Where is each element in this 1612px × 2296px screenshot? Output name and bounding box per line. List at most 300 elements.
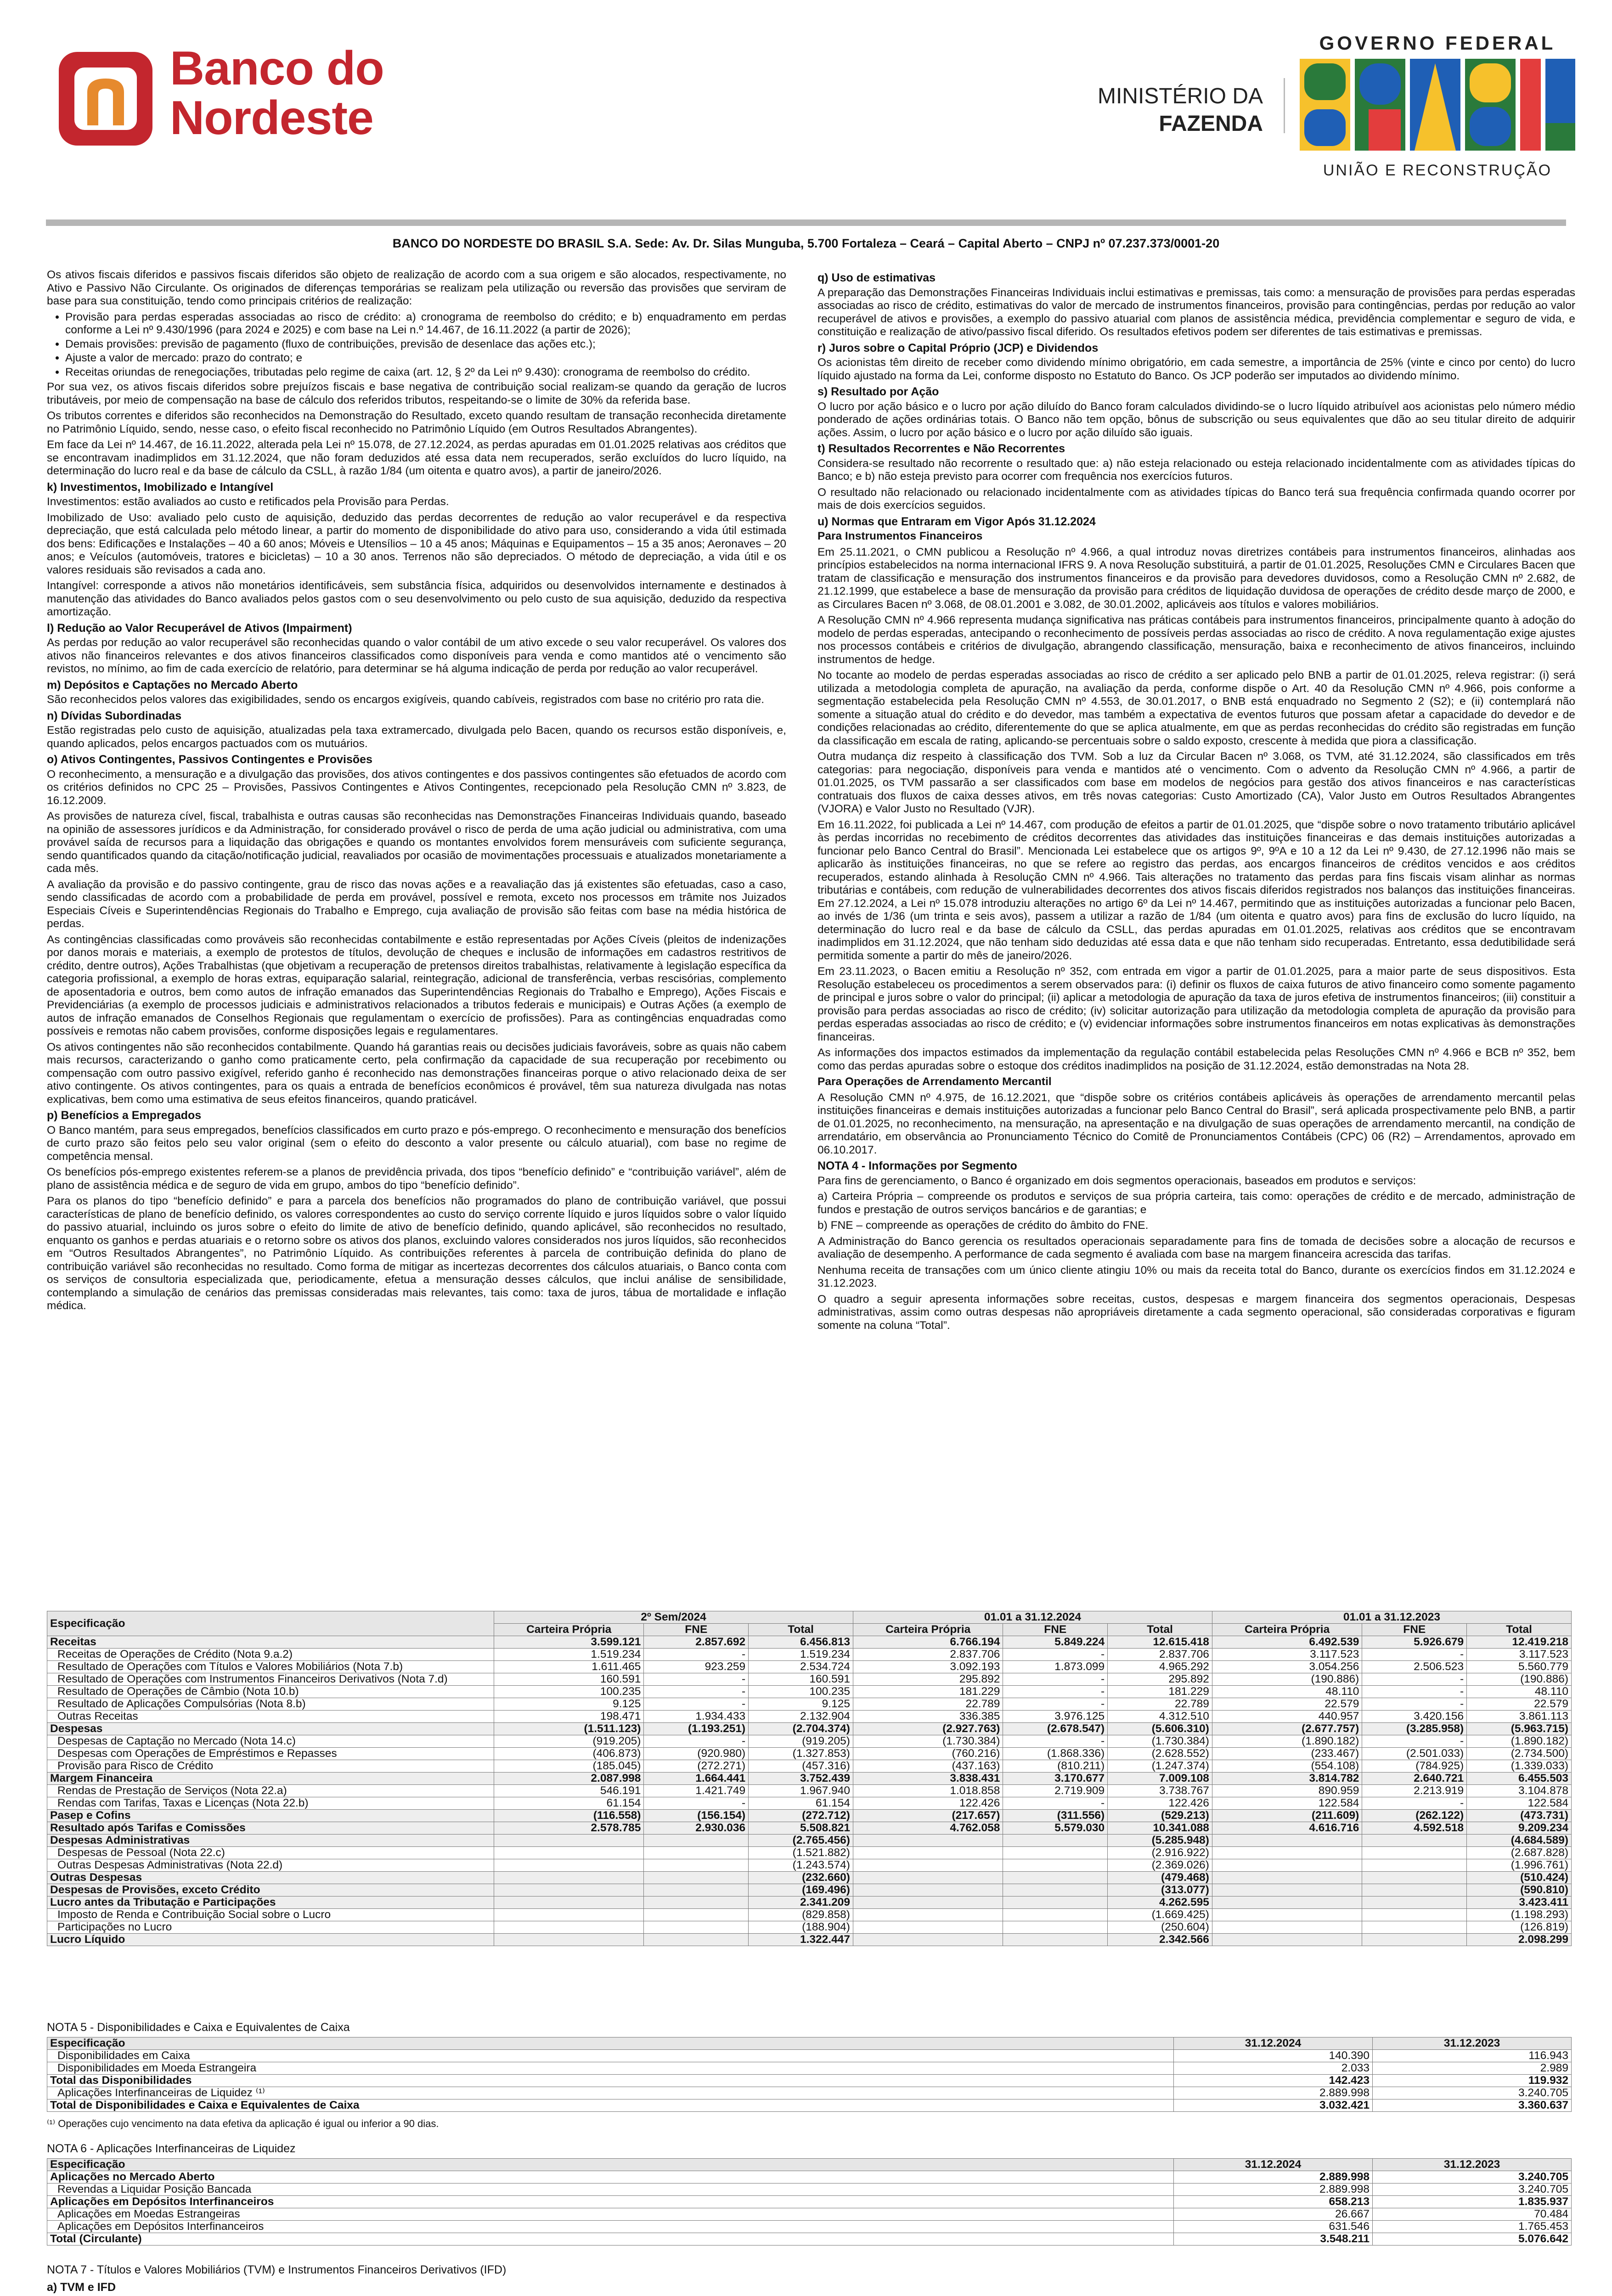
table-cell: 3.092.193 <box>853 1661 1003 1673</box>
column-header: 01.01 a 31.12.2023 <box>1212 1611 1571 1624</box>
table-cell: 1.519.234 <box>494 1649 644 1661</box>
paragraph: Os tributos correntes e diferidos são reconhecidos na Demonstração do Resultado, exceto quando resultam de transação reconhecida diretamente no Patrimônio Líquido, sendo, nesse caso, o efeito fiscal reconhecido no Patrimônio Líquido (em Outros Resultados Abrangentes). <box>47 410 786 435</box>
table-cell: (232.660) <box>749 1872 853 1884</box>
row-label: Aplicações em Depósitos Interfinanceiros <box>47 2196 1174 2208</box>
row-label: Resultado de Operações com Instrumentos Financeiros Derivativos (Nota 7.d) <box>47 1673 494 1686</box>
row-label: Aplicações em Depósitos Interfinanceiros <box>47 2221 1174 2233</box>
column-header: Total <box>1108 1624 1212 1636</box>
table-cell: - <box>1003 1797 1108 1810</box>
paragraph: A Resolução CMN nº 4.966 representa mudança significativa nas práticas contábeis para instrumentos financeiros, principalmente quanto à adoção do modelo de perdas esperadas, antecipando o reconhecimento de possíveis perdas associadas ao risco de crédito. A nova regulamentação exige ajustes nos processos contábeis e critérios de divulgação, abrangendo classificação, mensuração, baixa e reconhecimento de ativos financeiros, incluindo instrumentos de hedge. <box>817 614 1575 666</box>
table-cell <box>1362 1921 1467 1934</box>
table-row <box>47 1884 1572 1896</box>
brasil-wordmark-icon <box>1300 59 1575 155</box>
bank-name-line1: Banco do <box>170 42 384 95</box>
banco-do-nordeste-logo <box>55 44 459 154</box>
column-header: Carteira Própria <box>853 1624 1003 1636</box>
table-cell <box>644 1921 749 1934</box>
table-cell <box>494 1859 644 1872</box>
table-cell: 2.506.523 <box>1362 1661 1467 1673</box>
section-heading: l) Redução ao Valor Recuperável de Ativos (Impairment) <box>47 621 352 635</box>
table-cell <box>644 1859 749 1872</box>
column-header: 31.12.2024 <box>1174 2159 1373 2171</box>
column-header: Carteira Própria <box>494 1624 644 1636</box>
table-cell: 26.667 <box>1174 2208 1373 2221</box>
table-cell: 198.471 <box>494 1711 644 1723</box>
table-cell: 122.426 <box>1108 1797 1212 1810</box>
table-cell: (437.163) <box>853 1760 1003 1773</box>
table-cell <box>644 1872 749 1884</box>
row-label: Outras Despesas Administrativas (Nota 22.d) <box>47 1859 494 1872</box>
table-cell: (2.916.922) <box>1108 1847 1212 1859</box>
header-rule <box>46 219 1566 226</box>
table-cell: 100.235 <box>749 1686 853 1698</box>
table-cell <box>1362 1934 1467 1946</box>
table-cell: (1.511.123) <box>494 1723 644 1735</box>
paragraph: Em 25.11.2021, o CMN publicou a Resolução nº 4.966, a qual introduz novas diretrizes contábeis para instrumentos financeiros, alinhadas aos princípios estabelecidos na norma internacional IFRS 9. A nova Resolução substituirá, a partir de 01.01.2025, Resoluções CMN e Circulares Bacen que tratam de classificação e mensuração dos instrumentos financeiros e da provisão para devedores duvidosos, como a Resolução CMN nº 2.682, de 21.12.1999, que estabelece a base de mensuração da provisão para créditos de liquidação duvidosa de operações de crédito desde março de 2000, e as Circulares Bacen nº 3.068, de 08.01.2001 e 3.082, de 30.01.2002, aplicáveis aos títulos e valores mobiliários. <box>817 546 1575 611</box>
paragraph: Estão registradas pelo custo de aquisição, atualizadas pela taxa extramercado, divulgada pelo Bacen, quando os recursos estão disponíveis, e, quando aplicados, pelos encargos pactuados com os mutuários. <box>47 724 786 750</box>
row-label: Total das Disponibilidades <box>47 2075 1174 2087</box>
ministry-line2: FAZENDA <box>1159 112 1263 136</box>
table-cell: (1.890.182) <box>1467 1735 1572 1748</box>
segment-information-table <box>47 1611 1572 1946</box>
table-cell: 4.616.716 <box>1212 1822 1362 1835</box>
table-row <box>47 1909 1572 1921</box>
table-cell: 9.125 <box>494 1698 644 1711</box>
table-cell: 3.752.439 <box>749 1773 853 1785</box>
row-label: Aplicações no Mercado Aberto <box>47 2171 1174 2183</box>
paragraph: As provisões de natureza cível, fiscal, trabalhista e outras causas são reconhecidas nas Demonstrações Financeiras Individuais quando, baseado na opinião de assessores jurídicos e da Administração, for considerado provável o risco de perda de uma ação judicial ou administrativa, com uma provável saída de recursos para a liquidação das obrigações e quando os montantes envolvidos forem mensuráveis com suficiente segurança, sendo quantificados quando da citação/notificação judicial, reavaliados por ocasião de movimentações processuais e atualizados monetariamente a cada mês. <box>47 810 786 875</box>
table-cell <box>1362 1909 1467 1921</box>
table-cell <box>494 1909 644 1921</box>
bnb-symbol-icon <box>55 48 156 149</box>
table-row <box>47 2233 1572 2245</box>
section-heading: o) Ativos Contingentes, Passivos Contingentes e Provisões <box>47 753 372 766</box>
paragraph: a) Carteira Própria – compreende os produtos e serviços de sua própria carteira, tais como: operações de crédito e de mercado, administração de fundos e prestação de outros serviços bancários e de garantias; e <box>817 1190 1575 1216</box>
row-label: Disponibilidades em Caixa <box>47 2050 1174 2062</box>
table-cell: 3.360.637 <box>1373 2099 1572 2112</box>
table-cell: 116.943 <box>1373 2050 1572 2062</box>
paragraph: Os acionistas têm direito de receber como dividendo mínimo obrigatório, em cada semestre, a importância de 25% (vinte e cinco por cento) do lucro líquido ajustado na forma da Lei, conforme disposto no Estatuto do Banco. Os JCP poderão ser imputados ao dividendo mínimo. <box>817 356 1575 382</box>
paragraph: O reconhecimento, a mensuração e a divulgação das provisões, dos ativos contingentes e dos passivos contingentes são efetuados de acordo com os critérios definidos no CPC 25 – Provisões, Passivos Contingentes e Ativos Contingentes, recepcionado pela Resolução CMN nº 3.823, de 16.12.2009. <box>47 768 786 807</box>
table-cell <box>1212 1921 1362 1934</box>
table-cell: 2.341.209 <box>749 1896 853 1909</box>
table-cell: 142.423 <box>1174 2075 1373 2087</box>
table-cell: 1.765.453 <box>1373 2221 1572 2233</box>
table-cell: 2.837.706 <box>853 1649 1003 1661</box>
table-cell: - <box>1003 1649 1108 1661</box>
table-cell: 890.959 <box>1212 1785 1362 1797</box>
table-row <box>47 1661 1572 1673</box>
table-cell: - <box>1362 1735 1467 1748</box>
table-cell: (473.731) <box>1467 1810 1572 1822</box>
left-text-column <box>47 269 786 1316</box>
column-header: Total <box>749 1624 853 1636</box>
table-cell: 4.762.058 <box>853 1822 1003 1835</box>
table-cell: 22.579 <box>1212 1698 1362 1711</box>
table-cell <box>1003 1896 1108 1909</box>
table-cell: (1.198.293) <box>1467 1909 1572 1921</box>
table-cell: 1.611.465 <box>494 1661 644 1673</box>
table-row <box>47 2196 1572 2208</box>
table-cell: 1.934.433 <box>644 1711 749 1723</box>
table-cell: 6.492.539 <box>1212 1636 1362 1649</box>
table-cell: 1.421.749 <box>644 1785 749 1797</box>
table-cell: (2.677.757) <box>1212 1723 1362 1735</box>
table-cell: - <box>1362 1649 1467 1661</box>
table-cell: 440.957 <box>1212 1711 1362 1723</box>
paragraph: Em 23.11.2023, o Bacen emitiu a Resolução nº 352, com entrada em vigor a partir de 01.01.2025, para a maior parte de seus dispositivos. Esta Resolução estabeleceu os procedimentos a serem observados para: (i) definir os fluxos de caixa futuros de ativo financeiro como somente pagamento de principal e juros sobre o valor do principal; (ii) aplicar a metodologia de apuração da taxa de juros efetiva de instrumentos financeiros; (iii) constituir a provisão para perdas associadas ao risco de crédito; (iv) solicitar autorização para utilização da metodologia completa de apuração da provisão para perdas esperadas associadas ao risco de crédito; e (v) evidenciar informações sobre instrumentos financeiros em notas explicativas às demonstrações financeiras. <box>817 965 1575 1043</box>
table-row <box>47 1785 1572 1797</box>
table-cell: (1.868.336) <box>1003 1748 1108 1760</box>
table-cell <box>1362 1859 1467 1872</box>
table-cell: 295.892 <box>1108 1673 1212 1686</box>
table-cell: (1.890.182) <box>1212 1735 1362 1748</box>
column-header: 2º Sem/2024 <box>494 1611 853 1624</box>
table-row <box>47 2208 1572 2221</box>
table-cell: - <box>644 1649 749 1661</box>
note-5-table <box>47 2037 1572 2112</box>
table-cell: (3.285.958) <box>1362 1723 1467 1735</box>
table-cell <box>1212 1872 1362 1884</box>
table-row <box>47 2221 1572 2233</box>
table-cell: 2.342.566 <box>1108 1934 1212 1946</box>
table-cell: 5.560.779 <box>1467 1661 1572 1673</box>
table-row <box>47 1673 1572 1686</box>
paragraph: Por sua vez, os ativos fiscais diferidos sobre prejuízos fiscais e base negativa de contribuição social realizam-se quando da geração de lucros tributáveis, por meio de compensação na base de cálculo dos referidos tributos, respeitando-se o limite de 30% da referida base. <box>47 381 786 406</box>
table-cell: 22.789 <box>1108 1698 1212 1711</box>
table-cell: - <box>644 1698 749 1711</box>
table-cell: (1.669.425) <box>1108 1909 1212 1921</box>
table-cell: 22.789 <box>853 1698 1003 1711</box>
table-cell: 181.229 <box>853 1686 1003 1698</box>
table-cell: 48.110 <box>1467 1686 1572 1698</box>
table-header-row <box>47 2037 1572 2050</box>
row-label: Lucro Líquido <box>47 1934 494 1946</box>
table-row <box>47 2075 1572 2087</box>
paragraph: O Banco mantém, para seus empregados, benefícios classificados em curto prazo e pós-emprego. O reconhecimento e mensuração dos benefícios de curto prazo são feitos pelo seu valor original (sem o efeito do desconto a valor presente ou cálculo atuarial), com base no regime de competência mensal. <box>47 1124 786 1163</box>
table-cell <box>853 1847 1003 1859</box>
section-heading: k) Investimentos, Imobilizado e Intangível <box>47 480 274 494</box>
table-cell: (156.154) <box>644 1810 749 1822</box>
row-label: Provisão para Risco de Crédito <box>47 1760 494 1773</box>
table-cell <box>644 1934 749 1946</box>
row-label: Despesas Administrativas <box>47 1835 494 1847</box>
table-row <box>47 1921 1572 1934</box>
table-cell <box>1212 1835 1362 1847</box>
table-cell <box>1003 1859 1108 1872</box>
paragraph: Os ativos fiscais diferidos e passivos fiscais diferidos são objeto de realização de acordo com a sua origem e são alocados, respectivamente, no Ativo e Passivo Não Circulante. Os originados de diferenças temporárias se realizam pela utilização ou reversão das provisões que serviram de base para sua constituição, tendo como principais critérios de realização: <box>47 269 786 307</box>
paragraph: A preparação das Demonstrações Financeiras Individuais inclui estimativas e premissas, tais como: a mensuração de provisões para perdas esperadas associadas ao risco de crédito, estimativas do valor de mercado de instrumentos financeiros, provisão para contingências, perdas por redução ao valor recuperável de ativos e provisões, a exemplo do passivo atuarial com planos de assistência médica, previdência complementar e seguro de vida, e constituição e realização de ativo/passivo fiscal diferido. Os resultados efetivos podem ser diferentes de tais estimativas e premissas. <box>817 286 1575 338</box>
table-cell <box>853 1909 1003 1921</box>
paragraph: As perdas por redução ao valor recuperável são reconhecidas quando o valor contábil de um ativo excede o seu valor recuperável. Os valores dos ativos não financeiros relevantes e dos ativos financeiros classificados como disponíveis para venda e como mantidos até o vencimento são revistos, no mínimo, ao fim de cada exercício de relatório, para determinar se há alguma indicação de perda por redução ao valor recuperável. <box>47 636 786 675</box>
table-cell: (1.996.761) <box>1467 1859 1572 1872</box>
table-cell: (188.904) <box>749 1921 853 1934</box>
row-label: Disponibilidades em Moeda Estrangeira <box>47 2062 1174 2075</box>
table-cell: 2.889.998 <box>1174 2183 1373 2196</box>
table-row <box>47 2099 1572 2112</box>
table-cell: 3.838.431 <box>853 1773 1003 1785</box>
table-cell: 122.584 <box>1467 1797 1572 1810</box>
table-cell: 70.484 <box>1373 2208 1572 2221</box>
table-cell: - <box>644 1673 749 1686</box>
right-text-column <box>817 269 1575 1335</box>
table-cell: 1.873.099 <box>1003 1661 1108 1673</box>
table-cell <box>494 1872 644 1884</box>
table-row <box>47 1735 1572 1748</box>
table-cell: 9.125 <box>749 1698 853 1711</box>
table-cell: (126.819) <box>1467 1921 1572 1934</box>
paragraph: Em 16.11.2022, foi publicada a Lei nº 14.467, com produção de efeitos a partir de 01.01.2025, que “dispõe sobre o novo tratamento tributário aplicável às perdas incorridas no recebimento de créditos decorrentes das atividades das instituições financeiras e das demais instituições autorizadas a funcionar pelo Banco Central do Brasil”. Mencionada Lei estabelece que os artigos 9º, 9ºA e 10 a 12 da Lei nº 9.430, de 27.12.1996 não mais se aplicarão às instituições financeiras, no que se refere ao registro das perdas, aos encargos financeiros de créditos vencidos e aos créditos recuperados, estando alinhada à Resolução CMN nº 4.966. Tais alterações no tratamento das perdas para fins fiscais visam alinhar as normas tributárias e contábeis, com redução de vulnerabilidades decorrentes dos ativos fiscais diferidos registrados nos balanços das instituições financeiras. Em 27.12.2024, a Lei nº 15.078 introduziu alterações no artigo 6º da Lei nº 14.467, permitindo que as instituições autorizadas a funcionar pelo Bacen, ao invés de 1/36 (um trinta e seis avos), passem a utilizar a razão de 1/84 (um oitenta e quatro avos) para fins de exclusão do lucro líquido, na determinação do lucro real e da base de cálculo da CSLL, das perdas apuradas em 01.01.2025, relativas aos créditos que se encontravam inadimplidos em 31.12.2024, que não tenham sido deduzidas até essa data e que não tenham sido recuperadas. Entretanto, essa dedutibilidade será permitida somente a partir do mês de janeiro/2026. <box>817 818 1575 962</box>
table-cell: 5.076.642 <box>1373 2233 1572 2245</box>
page-header <box>0 0 1612 211</box>
column-header: Carteira Própria <box>1212 1624 1362 1636</box>
table-cell: 22.579 <box>1467 1698 1572 1711</box>
table-cell <box>494 1847 644 1859</box>
bank-name-line2: Nordeste <box>170 91 373 145</box>
note-7-subtitle: a) TVM e IFD <box>47 2281 116 2294</box>
table-cell: (5.963.715) <box>1467 1723 1572 1735</box>
table-cell: (1.339.033) <box>1467 1760 1572 1773</box>
table-cell <box>644 1884 749 1896</box>
table-cell: 3.240.705 <box>1373 2183 1572 2196</box>
table-cell <box>853 1921 1003 1934</box>
table-row <box>47 1649 1572 1661</box>
table-cell: (2.687.828) <box>1467 1847 1572 1859</box>
header-divider <box>1284 78 1285 133</box>
paragraph: No tocante ao modelo de perdas esperadas associadas ao risco de crédito a ser aplicado pelo BNB a partir de 01.01.2025, releva registrar: (i) será utilizada a metodologia completa de apuração, na avaliação da perda, conforme dispõe o Art. 40 da Resolução CMN nº 4.966, pois conforme a segmentação estabelecida pela Resolução CMN nº 4.553, de 30.01.2017, o BNB está enquadrado no Segmento 2 (S2); e (ii) contemplará não somente a situação atual do crédito e do devedor, mas também a expectativa de eventos futuros que possam afetar a capacidade do devedor e de condições relacionadas ao crédito, diferentemente do que se aplica atualmente, em que as perdas reconhecidas do crédito são registradas em função da classificação em escala de rating, aplicando-se percentuais sobre o saldo exposto, crescente à medida que piora a classificação. <box>817 669 1575 747</box>
table-row <box>47 1934 1572 1946</box>
table-cell: (5.606.310) <box>1108 1723 1212 1735</box>
table-cell <box>853 1934 1003 1946</box>
paragraph: As contingências classificadas como prováveis são reconhecidas contabilmente e estão representadas por Ações Cíveis (pleitos de indenizações por danos morais e materiais, a exemplo de protestos de títulos, devolução de cheques e inclusão de informações em cadastros restritivos de crédito, dentre outros), Ações Trabalhistas (que objetivam a recuperação de pretensos direitos trabalhistas, relativamente à legislação específica da categoria profissional, a exemplo de horas extras, equiparação salarial, reintegração, adicional de transferência, verbas rescisórias, complemento de aposentadoria e outros, bem como autos de infração emanados das Superintendências Regionais do Trabalho e Emprego), Ações Fiscais e Previdenciárias (a exemplo de processos judiciais e administrativos relacionados a tributos federais e municipais) e Outras Ações (a exemplo de autos de infração emanados de Conselhos Regionais que regulamentam o exercício de profissões). Para as contingências enquadradas como possíveis e remotas não cabem provisões, conforme disposições legais e regulamentares. <box>47 933 786 1037</box>
table-cell: 2.132.904 <box>749 1711 853 1723</box>
table-header-row <box>47 1611 1572 1624</box>
table-cell <box>494 1835 644 1847</box>
table-cell: 2.534.724 <box>749 1661 853 1673</box>
table-cell: (510.424) <box>1467 1872 1572 1884</box>
paragraph: Em face da Lei nº 14.467, de 16.11.2022, alterada pela Lei nº 15.078, de 27.12.2024, as perdas apuradas em 01.01.2025 relativas aos créditos que se encontravam inadimplidos em 31.12.2024, que não foram deduzidos até essa data nem recuperados, serão excluídos do lucro líquido, na determinação do lucro real e da base de cálculo da CSLL, à razão 1/84 (um oitenta e quatro avos), a partir de janeiro/2026. <box>47 439 786 477</box>
table-cell: (250.604) <box>1108 1921 1212 1934</box>
row-label: Aplicações Interfinanceiras de Liquidez ⁽¹⁾ <box>47 2087 1174 2099</box>
table-cell: (1.193.251) <box>644 1723 749 1735</box>
table-cell: (810.211) <box>1003 1760 1108 1773</box>
subheading: Para Instrumentos Financeiros <box>817 530 983 542</box>
table-cell <box>494 1884 644 1896</box>
table-cell <box>1003 1934 1108 1946</box>
note-6-table <box>47 2158 1572 2245</box>
table-cell <box>494 1896 644 1909</box>
table-cell: 160.591 <box>494 1673 644 1686</box>
table-cell: 48.110 <box>1212 1686 1362 1698</box>
table-cell: (1.730.384) <box>853 1735 1003 1748</box>
table-cell: 3.420.156 <box>1362 1711 1467 1723</box>
table-cell <box>853 1859 1003 1872</box>
table-cell: (554.108) <box>1212 1760 1362 1773</box>
paragraph: Para fins de gerenciamento, o Banco é organizado em dois segmentos operacionais, baseados em produtos e serviços: <box>817 1174 1416 1187</box>
table-cell: (2.704.374) <box>749 1723 853 1735</box>
table-cell: (784.925) <box>1362 1760 1467 1773</box>
table-cell <box>1362 1835 1467 1847</box>
list-item: • Demais provisões: previsão de pagamento (fluxo de contribuições, previsão de desenlace das ações etc.); <box>65 338 786 351</box>
table-cell: 2.889.998 <box>1174 2087 1373 2099</box>
table-cell: (760.216) <box>853 1748 1003 1760</box>
column-header: FNE <box>1003 1624 1108 1636</box>
table-cell: (262.122) <box>1362 1810 1467 1822</box>
paragraph: O lucro por ação básico e o lucro por ação diluído do Banco foram calculados dividindo-se o lucro líquido atribuível aos acionistas pelo número médio ponderado de ações ordinárias totais. O Banco não tem opção, bônus de subscrição ou seus equivalentes que dão ao seu titular direito de adquirir ações. Assim, o lucro por ação básico e o lucro por ação diluído são iguais. <box>817 400 1575 439</box>
table-cell: (211.609) <box>1212 1810 1362 1822</box>
paragraph: Nenhuma receita de transações com um único cliente atingiu 10% ou mais da receita total do Banco, durante os exercícios findos em 31.12.2024 e 31.12.2023. <box>817 1264 1575 1289</box>
table-row <box>47 2171 1572 2183</box>
table-row <box>47 1686 1572 1698</box>
table-cell: 2.640.721 <box>1362 1773 1467 1785</box>
table-cell: (479.468) <box>1108 1872 1212 1884</box>
table-cell: 7.009.108 <box>1108 1773 1212 1785</box>
table-cell: 1.519.234 <box>749 1649 853 1661</box>
table-cell: 5.849.224 <box>1003 1636 1108 1649</box>
table-cell: 4.965.292 <box>1108 1661 1212 1673</box>
table-header-row <box>47 2159 1572 2171</box>
ministry-label <box>1093 83 1263 138</box>
gov-bottom-label: UNIÃO E RECONSTRUÇÃO <box>1323 162 1552 179</box>
table-cell: (920.980) <box>644 1748 749 1760</box>
table-row <box>47 1797 1572 1810</box>
table-cell: 2.033 <box>1174 2062 1373 2075</box>
table-row <box>47 1636 1572 1649</box>
table-cell <box>1362 1896 1467 1909</box>
table-cell <box>1212 1847 1362 1859</box>
paragraph: O quadro a seguir apresenta informações sobre receitas, custos, despesas e margem financeira dos segmentos operacionais, Despesas administrativas, assim como outras despesas não apropriáveis diretamente a cada segmento operacional, são consideradas corporativas e figuram somente na coluna “Total”. <box>817 1293 1575 1332</box>
column-header: Especificação <box>47 2159 1174 2171</box>
ministry-line1: MINISTÉRIO DA <box>1097 84 1263 108</box>
table-cell: (2.501.033) <box>1362 1748 1467 1760</box>
table-cell: 1.018.858 <box>853 1785 1003 1797</box>
table-cell: (169.496) <box>749 1884 853 1896</box>
section-heading: u) Normas que Entraram em Vigor Após 31.12.2024 <box>817 515 1096 528</box>
section-heading: t) Resultados Recorrentes e Não Recorrentes <box>817 442 1065 455</box>
table-cell: (116.558) <box>494 1810 644 1822</box>
row-label: Resultado de Operações de Câmbio (Nota 10.b) <box>47 1686 494 1698</box>
table-cell: 2.930.036 <box>644 1822 749 1835</box>
column-header: 31.12.2024 <box>1174 2037 1373 2050</box>
column-header: Total <box>1467 1624 1572 1636</box>
table-cell: 5.508.821 <box>749 1822 853 1835</box>
table-cell <box>1003 1921 1108 1934</box>
table-cell <box>1212 1909 1362 1921</box>
section-heading: p) Benefícios a Empregados <box>47 1109 202 1122</box>
table-cell: (313.077) <box>1108 1884 1212 1896</box>
table-row <box>47 1872 1572 1884</box>
table-cell <box>853 1884 1003 1896</box>
column-header: Especificação <box>47 2037 1174 2050</box>
table-cell: 546.191 <box>494 1785 644 1797</box>
table-cell: (2.734.500) <box>1467 1748 1572 1760</box>
table-cell <box>644 1909 749 1921</box>
table-cell: 119.932 <box>1373 2075 1572 2087</box>
table-cell: 3.423.411 <box>1467 1896 1572 1909</box>
paragraph: Considera-se resultado não recorrente o resultado que: a) não esteja relacionado ou esteja relacionado incidentalmente com as atividades típicas do Banco; e b) não esteja previsto para ocorrer com frequência nos exercícios futuros. <box>817 457 1575 483</box>
table-cell: 6.455.503 <box>1467 1773 1572 1785</box>
row-label: Total (Circulante) <box>47 2233 1174 2245</box>
table-cell: (2.628.552) <box>1108 1748 1212 1760</box>
row-label: Resultado de Aplicações Compulsórias (Nota 8.b) <box>47 1698 494 1711</box>
column-header: 31.12.2023 <box>1373 2159 1572 2171</box>
table-cell <box>1362 1872 1467 1884</box>
table-cell <box>644 1835 749 1847</box>
table-cell: (4.684.589) <box>1467 1835 1572 1847</box>
table-row <box>47 2050 1572 2062</box>
table-cell: (1.730.384) <box>1108 1735 1212 1748</box>
table-cell: 6.766.194 <box>853 1636 1003 1649</box>
table-cell: - <box>1003 1686 1108 1698</box>
table-row <box>47 1847 1572 1859</box>
table-cell: 2.989 <box>1373 2062 1572 2075</box>
section-heading: m) Depósitos e Captações no Mercado Aberto <box>47 678 298 692</box>
table-cell: (2.678.547) <box>1003 1723 1108 1735</box>
governo-federal-logo <box>1300 32 1575 179</box>
table-row <box>47 1810 1572 1822</box>
paragraph: O resultado não relacionado ou relacionado incidentalmente com as atividades típicas do Banco terá sua frequência confirmada quando ocorrer por mais de dois exercícios seguidos. <box>817 486 1575 512</box>
table-row <box>47 2062 1572 2075</box>
table-cell: (311.556) <box>1003 1810 1108 1822</box>
table-cell: 3.117.523 <box>1467 1649 1572 1661</box>
table-row <box>47 2087 1572 2099</box>
section-heading: n) Dívidas Subordinadas <box>47 709 182 722</box>
table-cell <box>644 1896 749 1909</box>
table-cell <box>853 1872 1003 1884</box>
row-label: Resultado após Tarifas e Comissões <box>47 1822 494 1835</box>
table-cell: 3.548.211 <box>1174 2233 1373 2245</box>
table-cell: (2.765.456) <box>749 1835 853 1847</box>
table-cell: 1.967.940 <box>749 1785 853 1797</box>
row-label: Despesas com Operações de Empréstimos e Repasses <box>47 1748 494 1760</box>
paragraph: A Resolução CMN nº 4.975, de 16.12.2021, que “dispõe sobre os critérios contábeis aplicáveis às operações de arrendamento mercantil pelas instituições financeiras e demais instituições autorizadas a funcionar pelo Banco Central do Brasil”, será aplicada prospectivamente pelo BNB, a partir de 01.01.2025, no reconhecimento, na mensuração, na apresentação e na divulgação de suas operações de arrendamento mercantil, na condição de arrendatário, em observância ao Pronunciamento Técnico do Comitê de Pronunciamentos Contábeis (CPC) 06 (R2) – Arrendamentos, aprovado em 06.10.2017. <box>817 1091 1575 1156</box>
table-cell: 61.154 <box>494 1797 644 1810</box>
table-cell: 140.390 <box>1174 2050 1373 2062</box>
table-cell <box>1212 1934 1362 1946</box>
table-cell: - <box>1362 1698 1467 1711</box>
table-cell: 181.229 <box>1108 1686 1212 1698</box>
table-cell: 9.209.234 <box>1467 1822 1572 1835</box>
table-cell: 4.262.595 <box>1108 1896 1212 1909</box>
table-cell <box>1362 1884 1467 1896</box>
table-cell: 2.098.299 <box>1467 1934 1572 1946</box>
table-cell: 4.592.518 <box>1362 1822 1467 1835</box>
table-cell <box>1003 1835 1108 1847</box>
table-cell: (190.886) <box>1467 1673 1572 1686</box>
list-item: • Ajuste a valor de mercado: prazo do contrato; e <box>65 352 786 365</box>
company-title: BANCO DO NORDESTE DO BRASIL S.A. Sede: Av. Dr. Silas Munguba, 5.700 Fortaleza – Ceará – Capital Aberto – CNPJ nº 07.237.373/0001-20 <box>392 236 1220 250</box>
table-cell: - <box>644 1686 749 1698</box>
table-cell: 3.104.878 <box>1467 1785 1572 1797</box>
list-item: • Receitas oriundas de renegociações, tributadas pelo regime de caixa (art. 12, § 2º da Lei nº 9.430): cronograma de reembolso do crédito. <box>65 366 786 379</box>
row-label: Resultado de Operações com Títulos e Valores Mobiliários (Nota 7.b) <box>47 1661 494 1673</box>
row-label: Despesas de Pessoal (Nota 22.c) <box>47 1847 494 1859</box>
table-cell: (217.657) <box>853 1810 1003 1822</box>
table-cell: 6.456.813 <box>749 1636 853 1649</box>
table-cell: 2.213.919 <box>1362 1785 1467 1797</box>
table-cell: 122.584 <box>1212 1797 1362 1810</box>
table-cell: 3.240.705 <box>1373 2087 1572 2099</box>
table-cell <box>644 1847 749 1859</box>
table-cell: 160.591 <box>749 1673 853 1686</box>
column-header: FNE <box>644 1624 749 1636</box>
table-row <box>47 1698 1572 1711</box>
table-cell <box>853 1896 1003 1909</box>
subheading: Para Operações de Arrendamento Mercantil <box>817 1075 1052 1088</box>
paragraph: Outra mudança diz respeito à classificação dos TVM. Sob a luz da Circular Bacen nº 3.068, os TVM, até 31.12.2024, são classificados em três categorias: para negociação, disponíveis para venda e mantidos até o vencimento. Com o advento da Resolução CMN nº 4.966, a partir de 01.01.2025, os TVM passarão a ser classificados com base em modelos de negócios para gestão dos ativos financeiros e nas características contratuais dos fluxos de caixa desses ativos, em três novas categorias: Custo Amortizado (CA), Valor Justo em Outros Resultados Abrangentes (VJORA) e Valor Justo no Resultado (VJR). <box>817 750 1575 815</box>
table-cell: 12.419.218 <box>1467 1636 1572 1649</box>
table-cell <box>1212 1884 1362 1896</box>
